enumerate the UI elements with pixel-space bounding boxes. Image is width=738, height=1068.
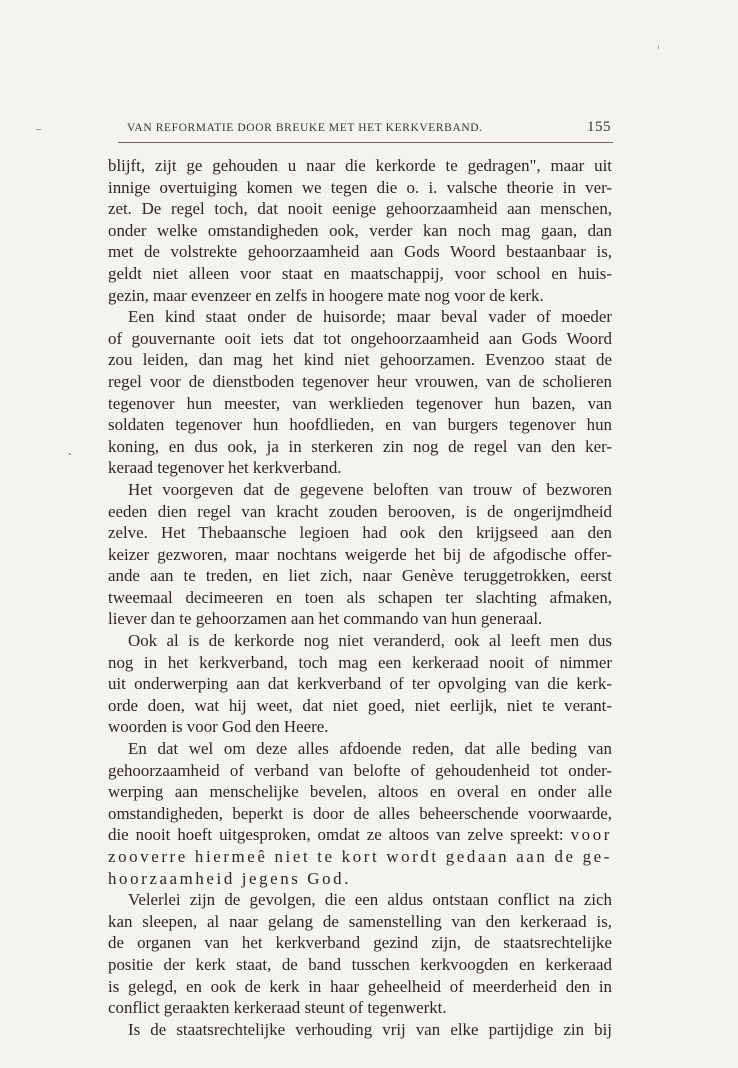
text-line: werping aan menschelijke bevelen, altoos en overal en onder alle	[108, 782, 612, 802]
text-line: soldaten tegenover hun hoofdlieden, en van burgers tegenover hun	[108, 415, 612, 435]
running-head: VAN REFORMATIE DOOR BREUKE MET HET KERKVERBAND.	[127, 122, 483, 134]
text-line: tegenover hun meester, van werklieden tegenover hun bazen, van	[108, 393, 612, 413]
text-line: woorden is voor God den Heere.	[108, 717, 329, 737]
text-line: Velerlei zijn de gevolgen, die een aldus ontstaan conflict na zich	[128, 890, 612, 910]
text-line: onder welke omstandigheden ook, verder kan noch mag gaan, dan	[108, 220, 612, 240]
text-line: uit onderwerping aan dat kerkverband of ter opvolging van die kerk-	[108, 674, 612, 694]
body-text	[108, 155, 612, 1040]
text-line: is gelegd, en ook de kerk in haar geheelheid of meerderheid den in	[108, 976, 612, 996]
text-line: keraad tegenover het kerkverband.	[108, 458, 342, 478]
text-line: of gouvernante ooit iets dat tot ongehoorzaamheid aan Gods Woord	[108, 328, 612, 348]
stray-mark	[69, 453, 71, 455]
text-line: regel voor de dienstboden tegenover heur vrouwen, van de scholieren	[108, 371, 612, 391]
text-line: gehoorzaamheid of verband van belofte of gehoudenheid tot onder-	[108, 760, 612, 780]
emphasis-line: zooverre hiermeê niet te kort wordt gedaan aan de ge-	[108, 847, 612, 866]
text-line: zet. De regel toch, dat nooit eenige gehoorzaamheid aan menschen,	[108, 199, 612, 219]
page-number: 155	[587, 119, 611, 135]
text-line: zelve. Het Thebaansche legioen had ook den krijgseed aan den	[108, 523, 612, 543]
text-line: positie der kerk staat, de band tusschen kerkvoogden en kerkeraad	[108, 954, 612, 974]
margin-mark	[658, 45, 659, 49]
text-line: conflict geraakten kerkeraad steunt of tegenwerkt.	[108, 998, 447, 1018]
text-line: ande aan te treden, en liet zich, naar Genève teruggetrokken, eerst	[108, 566, 612, 586]
header-rule	[118, 142, 613, 143]
text-line: En dat wel om deze alles afdoende reden, dat alle beding van	[128, 739, 612, 759]
text-line: zou leiden, dan mag het kind niet gehoorzamen. Evenzoo staat de	[108, 350, 612, 370]
text-line: omstandigheden, beperkt is door de alles beheerschende voorwaarde,	[108, 803, 612, 823]
text-line: koning, en dus ook, ja in sterkeren zin nog de regel van den ker-	[108, 436, 612, 456]
text-line: Een kind staat onder de huisorde; maar beval vader of moeder	[128, 307, 612, 327]
margin-mark	[36, 129, 41, 130]
text-line: Ook al is de kerkorde nog niet veranderd, ook al leeft men dus	[128, 631, 612, 651]
text-line: de organen van het kerkverband gezind zijn, de staatsrechtelijke	[108, 933, 612, 953]
text-line: liever dan te gehoorzamen aan het commando van hun generaal.	[108, 609, 543, 629]
text-line	[108, 824, 612, 846]
text-line: nog in het kerkverband, toch mag een kerkeraad nooit of nimmer	[108, 652, 612, 672]
emphasis-text: voor	[570, 825, 612, 845]
text-line: orde doen, wat hij weet, dat niet goed, niet eerlijk, niet te verant-	[108, 695, 612, 715]
page-header	[127, 119, 611, 136]
text-line: gezin, maar evenzeer en zelfs in hoogere mate nog voor de kerk.	[108, 285, 544, 305]
text-line: tweemaal decimeeren en toen als schapen ter slachting afmaken,	[108, 587, 612, 607]
text-line: innige overtuiging komen we tegen die o. i. valsche theorie in ver-	[108, 177, 612, 197]
text-line: blijft, zijt ge gehouden u naar die kerkorde te gedragen", maar uit	[108, 156, 612, 175]
text-line: keizer gezworen, maar nochtans weigerde het bij de afgodische offer-	[108, 544, 612, 564]
text-line: met de volstrekte gehoorzaamheid aan Gods Woord bestaanbaar is,	[108, 242, 612, 262]
text-line: Is de staatsrechtelijke verhouding vrij van elke partijdige zin bij	[128, 1019, 612, 1039]
text-line: geldt niet alleen voor staat en maatschappij, voor school en huis-	[108, 263, 612, 283]
emphasis-line: hoorzaamheid jegens God.	[108, 868, 351, 888]
text-line-main: die nooit hoeft uitgesproken, omdat ze altoos van zelve spreekt:	[108, 825, 564, 845]
text-line: eeden dien regel van kracht zouden berooven, is de ongerijmdheid	[108, 501, 612, 521]
text-line: Het voorgeven dat de gegevene beloften van trouw of bezworen	[128, 479, 612, 499]
text-line: kan sleepen, al naar gelang de samenstelling van den kerkeraad is,	[108, 911, 612, 931]
